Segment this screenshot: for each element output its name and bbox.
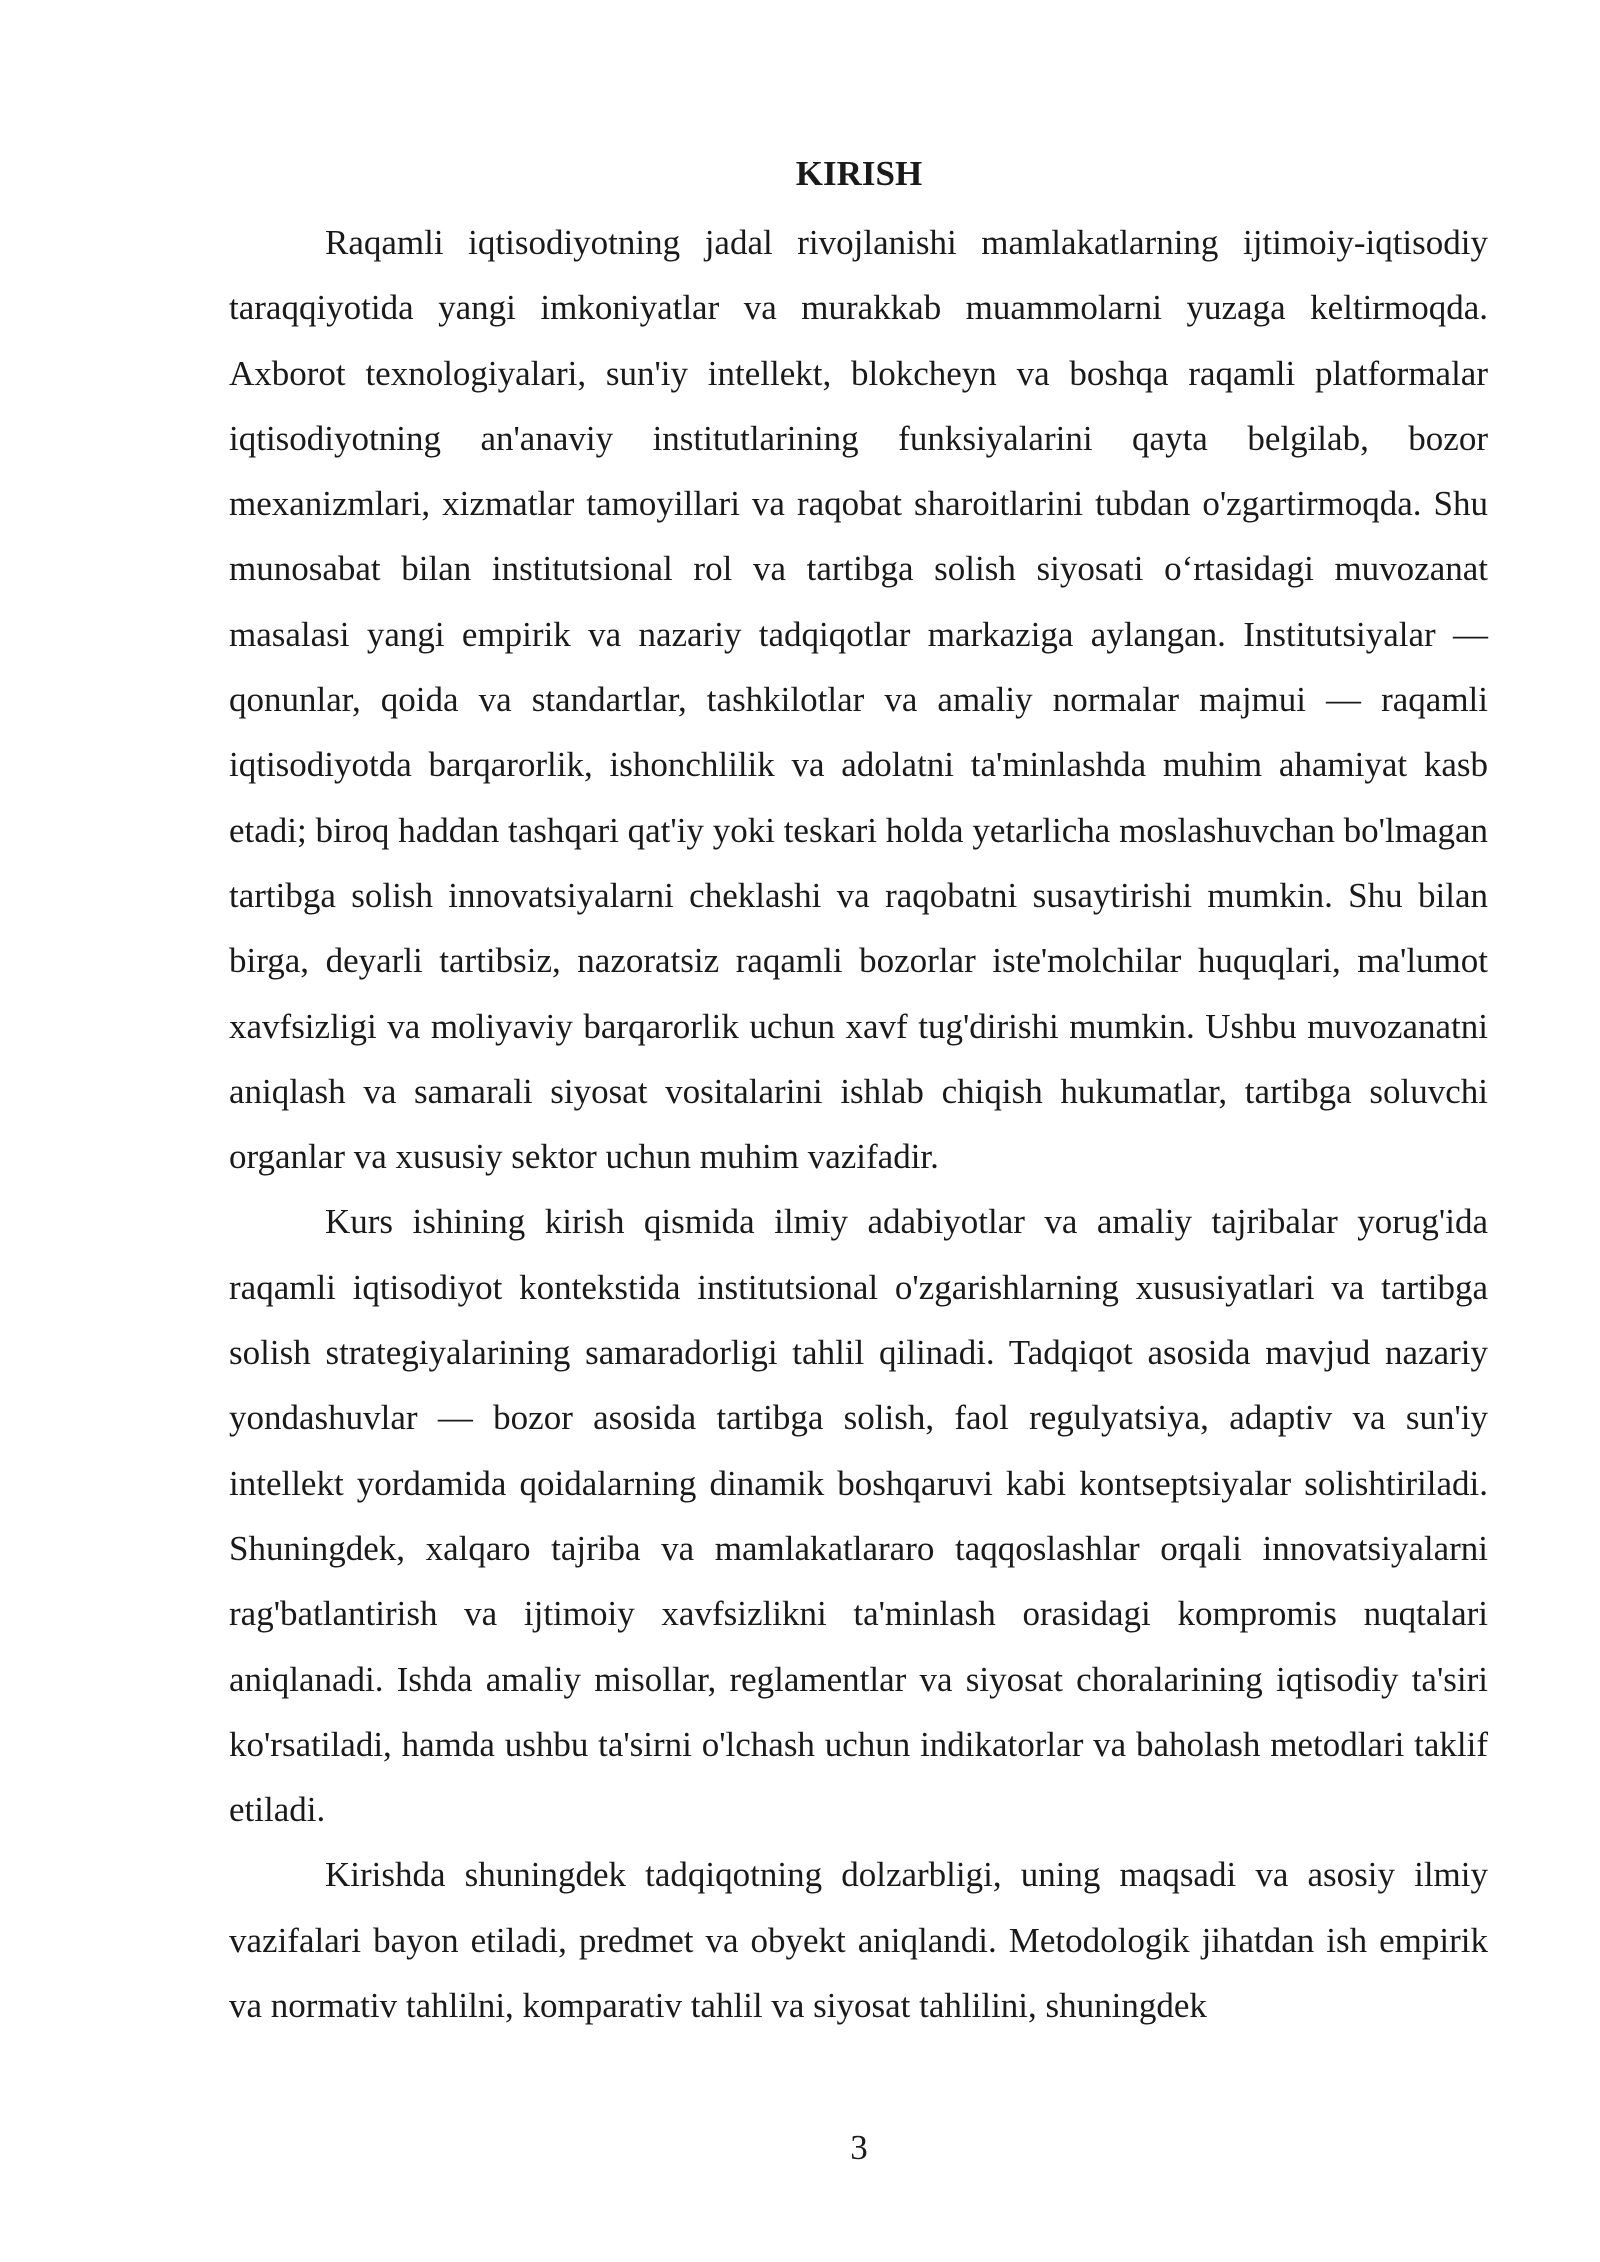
paragraph-2: Kurs ishining kirish qismida ilmiy adabiyotlar va amaliy tajribalar yorug'ida raqamli iqtisodiyot kontekstida institutsional o'zgarishlarning xususiyatlari va tartibga solish strategiyalarining samaradorligi tahlil qilinadi. Tadqiqot asosida mavjud nazariy yondashuvlar — bozor asosida tartibga solish, faol regulyatsiya, adaptiv va sun'iy intellekt yordamida qoidalarning dinamik boshqaruvi kabi kontseptsiyalar solishtiriladi. Shuningdek, xalqaro tajriba va mamlakatlararo taqqoslashlar orqali innovatsiyalarni rag'batlantirish va ijtimoiy xavfsizlikni ta'minlash orasidagi kompromis nuqtalari aniqlanadi. Ishda amaliy misollar, reglamentlar va siyosat choralarining iqtisodiy ta'siri ko'rsatiladi, hamda ushbu ta'sirni o'lchash uchun indikatorlar va baholash metodlari taklif etiladi.	[229, 1202, 1488, 1830]
page-number: 3	[850, 2128, 868, 2167]
section-heading: KIRISH	[795, 154, 923, 193]
paragraph-3: Kirishda shuningdek tadqiqotning dolzarbligi, uning maqsadi va asosiy ilmiy vazifalari bayon etiladi, predmet va obyekt aniqlandi. Metodologik jihatdan ish empirik va normativ tahlilni, komparativ tahlil va siyosat tahlilini, shuningdek	[229, 1855, 1488, 2026]
paragraph-1: Raqamli iqtisodiyotning jadal rivojlanishi mamlakatlarning ijtimoiy-iqtisodiy taraqqiyotida yangi imkoniyatlar va murakkab muammolarni yuzaga keltirmoqda. Axborot texnologiyalari, sun'iy intellekt, blokcheyn va boshqa raqamli platformalar iqtisodiyotning an'anaviy institutlarining funksiyalarini qayta belgilab, bozor mexanizmlari, xizmatlar tamoyillari va raqobat sharoitlarini tubdan o'zgartirmoqda. Shu munosabat bilan institutsional rol va tartibga solish siyosati o‘rtasidagi muvozanat masalasi yangi empirik va nazariy tadqiqotlar markaziga aylangan. Institutsiyalar — qonunlar, qoida va standartlar, tashkilotlar va amaliy normalar majmui — raqamli iqtisodiyotda barqarorlik, ishonchlilik va adolatni ta'minlashda muhim ahamiyat kasb etadi; biroq haddan tashqari qat'iy yoki teskari holda yetarlicha moslashuvchan bo'lmagan tartibga solish innovatsiyalarni cheklashi va raqobatni susaytirishi mumkin. Shu bilan birga, deyarli tartibsiz, nazoratsiz raqamli bozorlar iste'molchilar huquqlari, ma'lumot xavfsizligi va moliyaviy barqarorlik uchun xavf tug'dirishi mumkin. Ushbu muvozanatni aniqlash va samarali siyosat vositalarini ishlab chiqish hukumatlar, tartibga soluvchi organlar va xususiy sektor uchun muhim vazifadir.	[229, 223, 1488, 1177]
body-text	[229, 210, 1488, 2038]
